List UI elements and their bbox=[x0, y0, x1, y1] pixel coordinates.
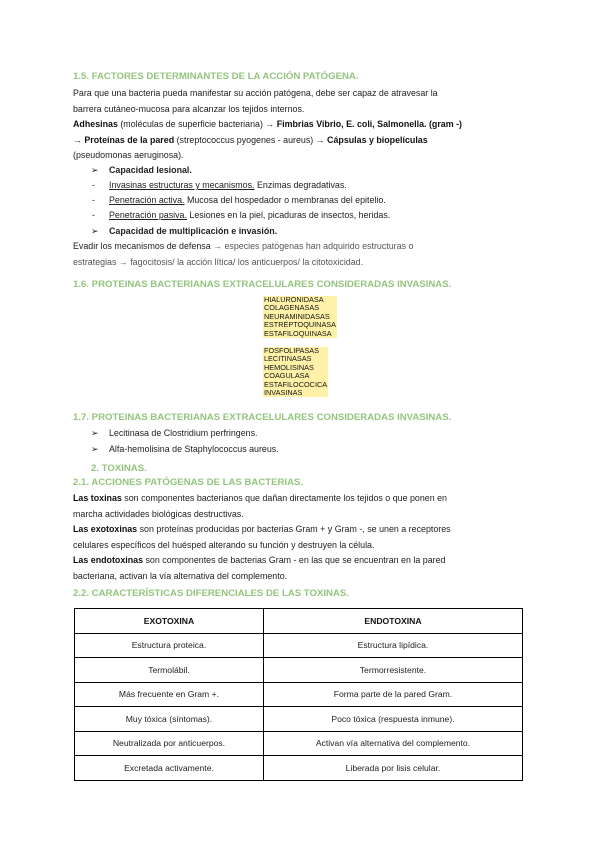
table-row bbox=[75, 682, 523, 707]
bullet-arrow: ➢ bbox=[91, 428, 99, 438]
endotoxinas-line-2: bacteriana, activan la vía alternativa del complemento. bbox=[73, 570, 288, 581]
table-row bbox=[75, 658, 523, 683]
exotoxinas-text: son proteínas producidas por bacterias Gram + y Gram -, se unen a receptores bbox=[137, 524, 451, 534]
section-heading-2-2: 2.2. CARACTERÍSTICAS DIFERENCIALES DE LAS TOXINAS. bbox=[73, 588, 349, 599]
bullet-arrow: ➢ bbox=[91, 165, 99, 175]
evadir-line-1 bbox=[73, 239, 413, 255]
adhesinas-text: (moléculas de superficie bacteriana) → bbox=[117, 119, 277, 129]
header-endotoxina: ENDOTOXINA bbox=[263, 609, 522, 634]
penetracion-activa-item bbox=[109, 195, 386, 205]
invasinas-text: Enzimas degradativas. bbox=[254, 180, 347, 190]
table-row bbox=[75, 756, 523, 781]
evadir-text: → especies patógenas han adquirido estructuras o bbox=[210, 241, 414, 251]
table-cell: Más frecuente en Gram +. bbox=[75, 682, 264, 707]
exotoxinas-line-2: celulares específicos del huésped alterando su función y destruyen la célula. bbox=[73, 539, 375, 550]
table-cell: Poco tóxica (respuesta inmune). bbox=[263, 707, 522, 732]
section-heading-2: 2. TOXINAS. bbox=[91, 463, 147, 474]
table-cell: Estructura lipídica. bbox=[263, 633, 522, 658]
toxinas-paragraph bbox=[73, 491, 451, 584]
capacidad-multiplicacion: Capacidad de multiplicación e invasión. bbox=[109, 226, 278, 236]
table-row bbox=[75, 731, 523, 756]
intro-line-2: barrera cutáneo-mucosa para alcanzar los tejidos internos. bbox=[73, 103, 305, 114]
table-cell: Excretada activamente. bbox=[75, 756, 264, 781]
evadir-paragraph bbox=[73, 239, 413, 270]
enzyme-item: LECITINASAS bbox=[264, 354, 312, 364]
enzyme-list-b bbox=[263, 347, 328, 397]
penetracion-activa-text: Mucosa del hospedador o membranas del epitelio. bbox=[184, 195, 386, 205]
hemolisina-item: Alfa-hemolisina de Staphylococcus aureus. bbox=[109, 444, 279, 454]
invasinas-item bbox=[109, 180, 347, 190]
table-row bbox=[75, 707, 523, 732]
invasinas-label: Invasinas estructuras y mecanismos. bbox=[109, 180, 255, 190]
table-header-row bbox=[75, 609, 523, 634]
section-heading-1-7: 1.7. PROTEINAS BACTERIANAS EXTRACELULARES CONSIDERADAS INVASINAS. bbox=[73, 412, 452, 423]
enzyme-list-a bbox=[263, 296, 337, 338]
penetracion-pasiva-label: Penetración pasiva. bbox=[109, 210, 187, 220]
section-heading-1-5: 1.5. FACTORES DETERMINANTES DE LA ACCIÓN PATÓGENA. bbox=[73, 71, 359, 82]
lecitinasa-item: Lecitinasa de Clostridium perfringens. bbox=[109, 428, 258, 438]
enzyme-item: HIALURONIDASA bbox=[264, 295, 324, 304]
enzyme-item: ESTAFILOCOCICA bbox=[264, 379, 328, 389]
table-cell: Liberada por lisis celular. bbox=[263, 756, 522, 781]
exotoxinas-line-1 bbox=[73, 522, 451, 538]
dash-marker: - bbox=[92, 195, 95, 205]
proteinas-label: Proteínas de la pared bbox=[84, 134, 175, 145]
adhesinas-label: Adhesinas bbox=[73, 119, 118, 129]
enzyme-item: FOSFOLIPASAS bbox=[264, 346, 320, 355]
dash-marker: - bbox=[92, 180, 95, 190]
evadir-line-2: estrategias → fagocitosis/ la acción lítica/ los anticuerpos/ la citotoxicidad. bbox=[73, 256, 364, 267]
header-exotoxina: EXOTOXINA bbox=[75, 609, 264, 634]
bullet-arrow: ➢ bbox=[91, 226, 99, 236]
toxinas-text: son componentes bacterianos que dañan directamente los tejidos o que ponen en bbox=[121, 493, 447, 503]
table-cell: Activan vía alternativa del complemento. bbox=[263, 731, 522, 756]
endotoxinas-text: son componentes de bacterias Gram - en las que se encuentran en la pared bbox=[143, 555, 446, 565]
toxin-comparison-table bbox=[74, 608, 523, 781]
section-heading-2-1: 2.1. ACCIONES PATÓGENAS DE LAS BACTERIAS. bbox=[73, 477, 304, 488]
exotoxinas-label: Las exotoxinas bbox=[73, 524, 138, 534]
capsulas-label: Cápsulas y biopelículas bbox=[327, 134, 428, 145]
fimbrias-text: Fimbrias Vibrio, E. coli, Salmonella. (gram -) bbox=[276, 119, 463, 129]
penetracion-activa-label: Penetración activa. bbox=[109, 195, 185, 205]
table-cell: Termorresistente. bbox=[263, 658, 522, 683]
enzyme-item: NEURAMINIDASAS bbox=[264, 311, 330, 321]
table-cell: Muy tóxica (síntomas). bbox=[75, 707, 264, 732]
paragraph-intro bbox=[73, 86, 462, 164]
toxinas-line-2: marcha actividades biológicas destructivas. bbox=[73, 508, 244, 519]
proteinas-text: (streptococcus pyogenes - aureus) → bbox=[174, 134, 328, 145]
capacidad-lesional: Capacidad lesional. bbox=[109, 165, 192, 175]
table-cell: Estructura proteica. bbox=[75, 633, 264, 658]
table-cell: Forma parte de la pared Gram. bbox=[263, 682, 522, 707]
evadir-label: Evadir los mecanismos de defensa bbox=[73, 241, 211, 251]
toxinas-line-1 bbox=[73, 491, 451, 507]
proteinas-line bbox=[73, 133, 462, 149]
dash-marker: - bbox=[92, 210, 95, 220]
enzyme-item: INVASINAS bbox=[264, 388, 303, 398]
pseudomonas-line: (pseudomonas aeruginosa). bbox=[73, 150, 184, 160]
bullet-arrow: ➢ bbox=[91, 444, 99, 454]
adhesinas-line bbox=[73, 117, 462, 133]
table-row bbox=[75, 633, 523, 658]
table-cell: Termolábil. bbox=[75, 658, 264, 683]
endotoxinas-label: Las endotoxinas bbox=[73, 555, 144, 565]
endotoxinas-line-1 bbox=[73, 553, 451, 569]
table-cell: Neutralizada por anticuerpos. bbox=[75, 731, 264, 756]
enzyme-item: ESTREPTOQUINASA bbox=[264, 320, 337, 330]
enzyme-item: COAGULASA bbox=[264, 371, 310, 381]
toxinas-label: Las toxinas bbox=[73, 493, 122, 503]
penetracion-pasiva-text: Lesiones en la piel, picaduras de insectos, heridas. bbox=[186, 210, 391, 220]
intro-line-1: Para que una bacteria pueda manifestar su acción patógena, debe ser capaz de atravesar la bbox=[73, 88, 438, 98]
enzyme-item: ESTAFILOQUINASA bbox=[264, 328, 332, 338]
penetracion-pasiva-item bbox=[109, 210, 390, 220]
arrow-prefix: → bbox=[73, 134, 85, 145]
section-heading-1-6: 1.6. PROTEINAS BACTERIANAS EXTRACELULARES CONSIDERADAS INVASINAS. bbox=[73, 279, 452, 290]
enzyme-item: COLAGENASAS bbox=[264, 303, 320, 313]
enzyme-item: HEMOLISINAS bbox=[264, 362, 314, 372]
